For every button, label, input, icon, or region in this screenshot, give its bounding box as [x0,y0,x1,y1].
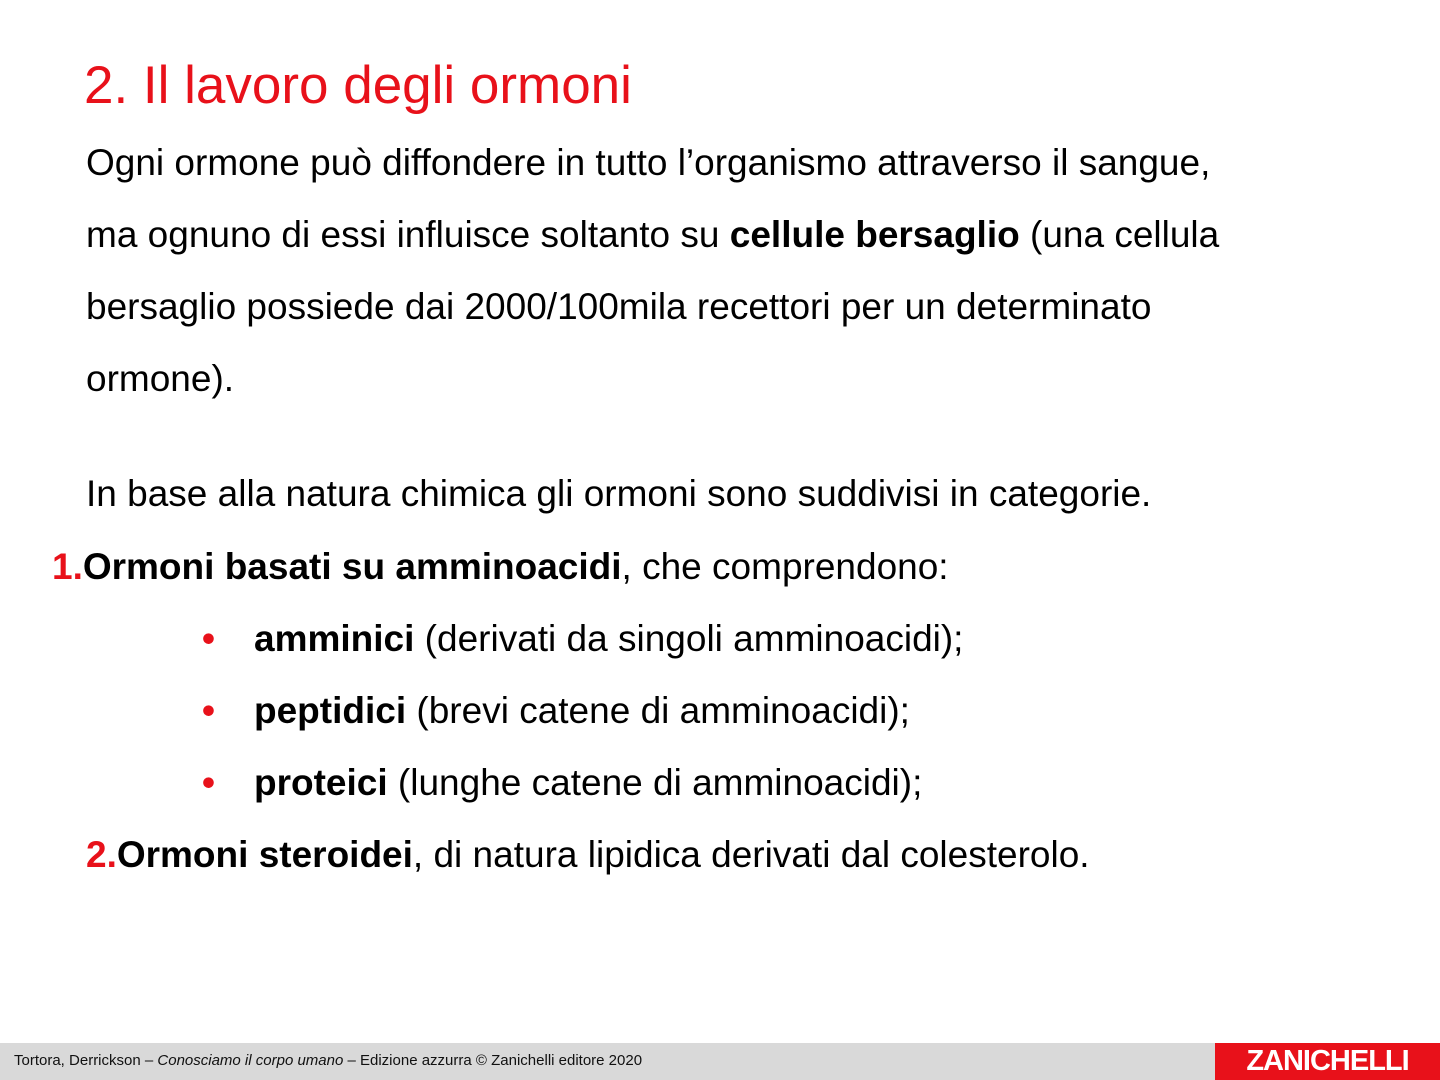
footer-edition: – Edizione azzurra © Zanichelli editore 2020 [343,1052,643,1069]
intro-line-2-text: ma ognuno di essi influisce soltanto su [86,214,730,255]
list-item-1-title: Ormoni basati su amminoacidi [82,546,622,587]
intro-line-2 [86,213,1219,257]
categories-intro: In base alla natura chimica gli ormoni sono suddivisi in categorie. [86,473,1152,514]
bullet-term: amminici [254,618,415,659]
list-number-2: 2. [86,834,117,875]
list-item-2 [86,833,1090,877]
bullet-text: (lunghe catene di amminoacidi); [387,762,923,803]
bullet-text: (derivati da singoli amminoacidi); [414,618,964,659]
bullet-icon: • [202,762,215,803]
bullet-item-peptidici [202,689,910,733]
bullet-term: peptidici [254,690,407,731]
bullet-icon: • [202,690,215,731]
bullet-item-amminici [202,617,963,661]
target-cells-term: cellule bersaglio [729,214,1020,255]
bullet-term: proteici [254,762,388,803]
intro-line-3: bersaglio possiede dai 2000/100mila recettori per un determinato [86,286,1152,327]
bullet-text: (brevi catene di amminoacidi); [406,690,910,731]
list-number-1: 1. [52,546,83,587]
list-item-1 [52,545,949,589]
list-item-1-text: , che comprendono: [621,546,949,587]
footer-bar [0,1043,1440,1080]
slide-title: 2. Il lavoro degli ormoni [84,56,632,115]
footer-authors: Tortora, Derrickson – [14,1052,158,1069]
intro-line-4: ormone). [86,358,235,399]
zanichelli-logo: ZANICHELLI [1215,1043,1440,1080]
intro-line-2-tail: (una cellula [1019,214,1220,255]
list-item-2-title: Ormoni steroidei [116,834,413,875]
footer-credit [14,1052,642,1070]
list-item-2-text: , di natura lipidica derivati dal colesterolo. [412,834,1090,875]
bullet-item-proteici [202,761,922,805]
intro-line-1: Ogni ormone può diffondere in tutto l’organismo attraverso il sangue, [86,142,1211,183]
footer-book-title: Conosciamo il corpo umano [157,1052,344,1069]
bullet-icon: • [202,618,215,659]
